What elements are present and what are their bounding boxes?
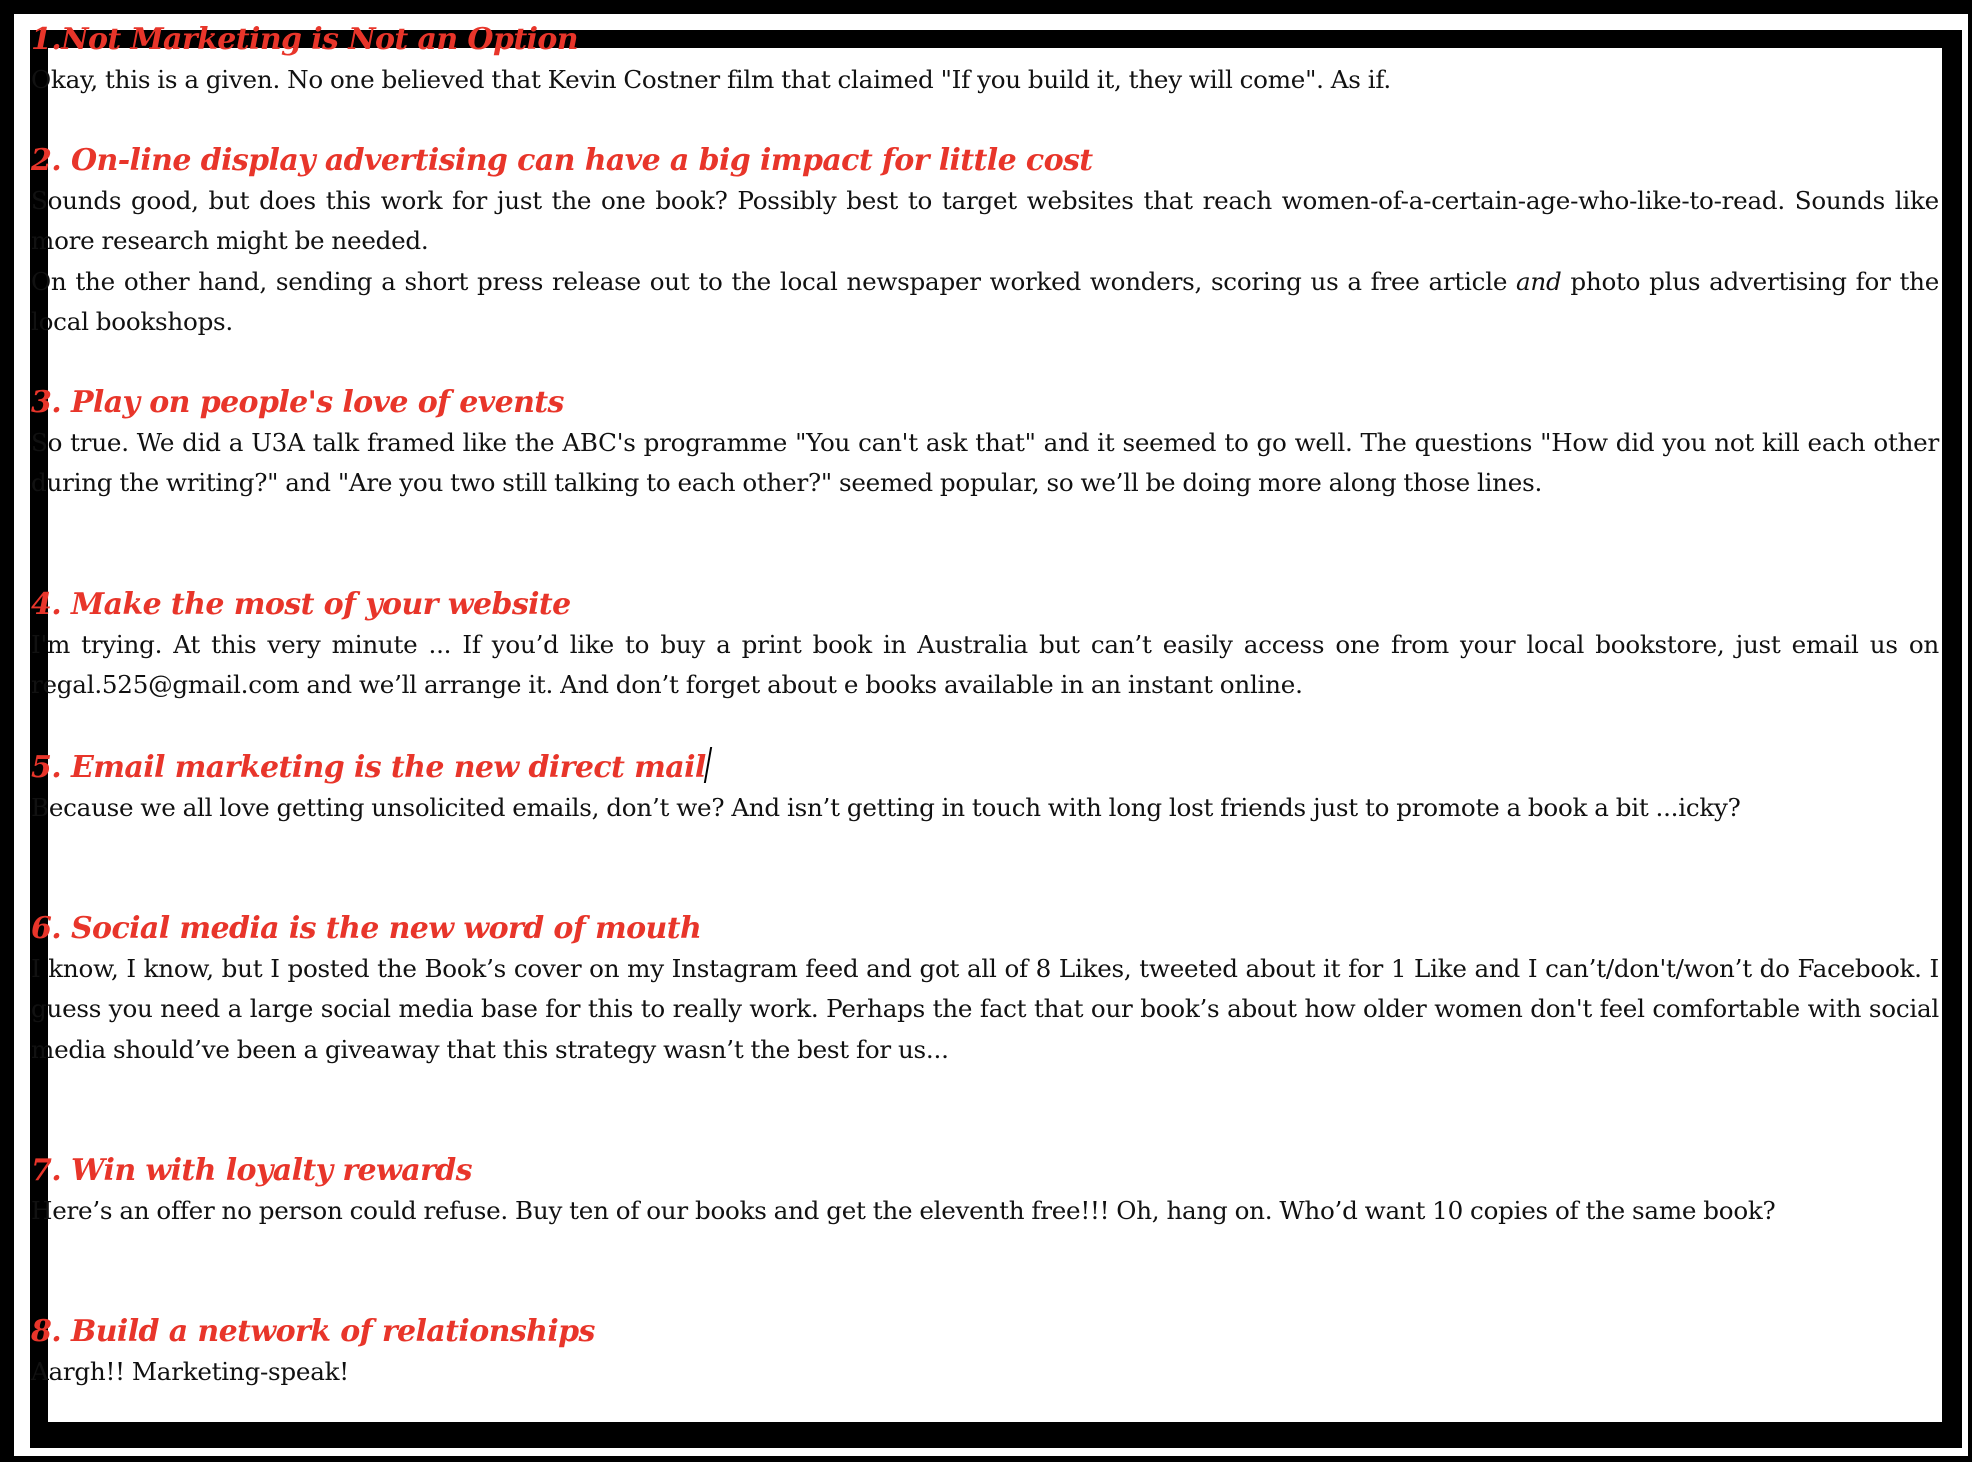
- section-1: [31, 20, 1939, 100]
- section-paragraph: So true. We did a U3A talk framed like the ABC's programme "You can't ask that" and it seemed to go well. The questions "How did you not kill each other during the writing?" and "Are you two still talking to each other?" seemed popular, so we’ll be doing more along those lines.: [31, 428, 1939, 498]
- section-paragraph: Aargh!! Marketing-speak!: [31, 1357, 349, 1386]
- section-6: [31, 909, 1939, 1070]
- section-heading: 1.Not Marketing is Not an Option: [31, 22, 579, 57]
- section-paragraph: Sounds good, but does this work for just the one book? Possibly best to target websites that reach women-of-a-certain-age-who-like-to-read. Sounds like more research might be needed.: [31, 186, 1939, 256]
- section-7: [31, 1151, 1939, 1231]
- paragraph-text: On the other hand, sending a short press release out to the local newspaper worked wonders, scoring us a free article: [31, 266, 1517, 296]
- section-heading: [31, 747, 1939, 788]
- section-paragraph: Here’s an offer no person could refuse. Buy ten of our books and get the eleventh free!!! Oh, hang on. Who’d want 10 copies of the same book?: [31, 1196, 1776, 1225]
- section-heading: 4. Make the most of your website: [31, 587, 571, 622]
- section-4: [31, 585, 1939, 706]
- section-heading: 6. Social media is the new word of mouth: [31, 911, 702, 946]
- section-8: [31, 1312, 1939, 1392]
- section-paragraph: I'm trying. At this very minute ... If you’d like to buy a print book in Australia but can’t easily access one from your local bookstore, just email us on regal.525@gmail.com and we’ll arrange it. And don’t forget about e books available in an instant online.: [31, 630, 1939, 700]
- section-heading: 7. Win with loyalty rewards: [31, 1153, 472, 1188]
- section-paragraph: [31, 262, 1939, 343]
- paragraph-text: photo plus advertising for the local bookshops.: [31, 266, 1939, 337]
- section-paragraph: Because we all love getting unsolicited emails, don’t we? And isn’t getting in touch with long lost friends just to promote a book a bit ...icky?: [31, 793, 1741, 822]
- section-3: [31, 383, 1939, 504]
- section-2: [31, 141, 1939, 343]
- section-heading: 2. On-line display advertising can have a big impact for little cost: [31, 143, 1093, 178]
- section-paragraph: I know, I know, but I posted the Book’s cover on my Instagram feed and got all of 8 Likes, tweeted about it for 1 Like and I can’t/don't/won’t do Facebook. I guess you need a large social media base for this to really work. Perhaps the fact that our book’s about how older women don't feel comfortable with social media should’ve been a giveaway that this strategy wasn’t the best for us...: [31, 954, 1939, 1064]
- section-paragraph: Okay, this is a given. No one believed that Kevin Costner film that claimed "If you build it, they will come". As if.: [31, 65, 1391, 94]
- section-heading: 3. Play on people's love of events: [31, 385, 564, 420]
- emphasis-text: and: [1516, 266, 1562, 296]
- section-5: [31, 747, 1939, 828]
- section-heading: 8. Build a network of relationships: [31, 1314, 595, 1349]
- heading-text: 5. Email marketing is the new direct mail: [31, 750, 706, 785]
